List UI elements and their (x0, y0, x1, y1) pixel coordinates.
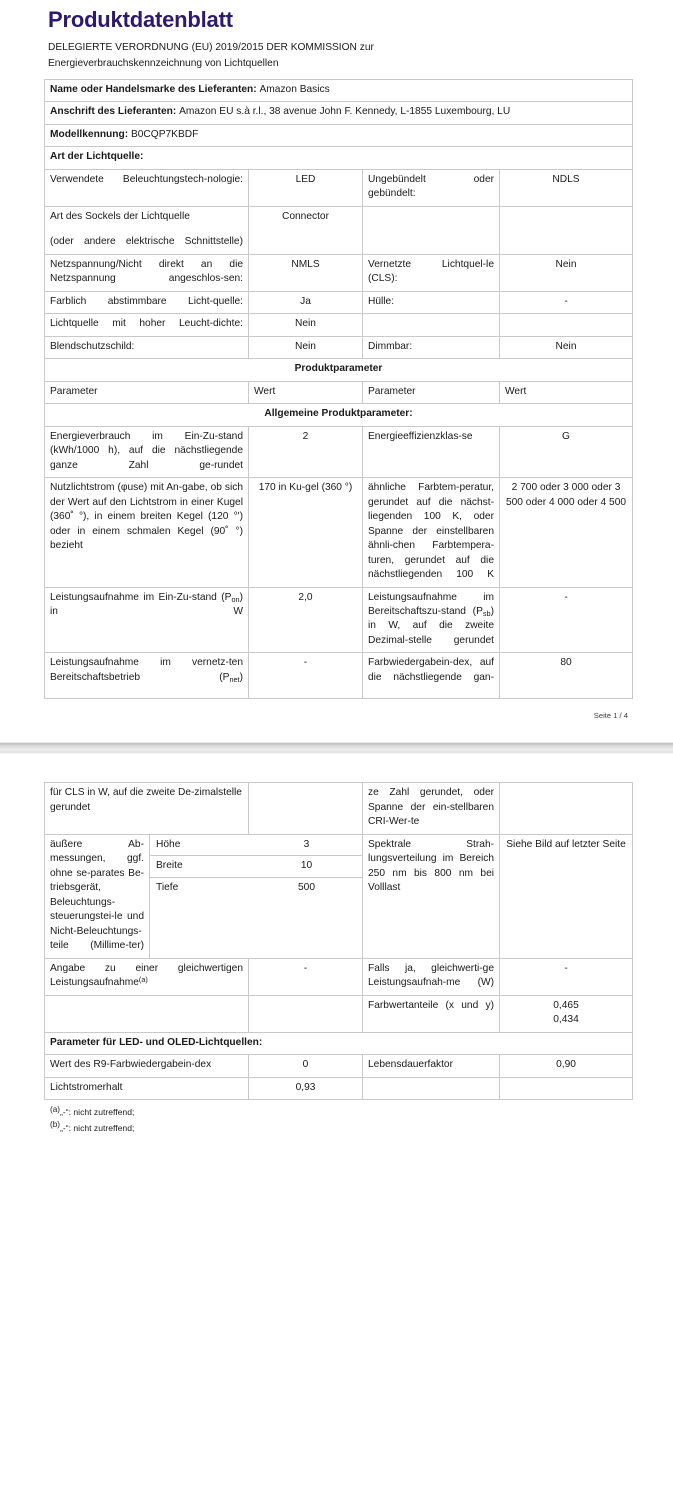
section-header-general-parameters: Allgemeine Produktparameter: (45, 404, 633, 426)
row-value: Ja (249, 291, 363, 313)
datasheet-table-page-2 (44, 782, 633, 1100)
table-row (45, 314, 633, 336)
row-label: Nutzlichtstrom (φuse) mit An-gabe, ob sich der Wert auf den Lichtstrom in einer Kugel (360˚ °), in einem breiten Kegel (120 °') oder in einem schmalen Kegel (90˚ °) bezieht (45, 478, 249, 587)
row-label-line-1: Art des Sockels der Lichtquelle (50, 210, 190, 222)
row-value-2: 80 (500, 653, 633, 699)
row-label-line-2: (oder andere elektrische Schnittstelle) (50, 236, 243, 248)
table-row (45, 995, 633, 1032)
chromaticity-y: 0,434 (553, 1014, 579, 1026)
row-label: Blendschutzschild: (45, 336, 249, 358)
column-header-parameter-2: Parameter (363, 381, 500, 403)
table-row-section-light-source-type (45, 147, 633, 169)
page-2 (0, 754, 673, 1135)
dimension-value: 3 (249, 835, 363, 856)
column-header-parameter-1: Parameter (45, 381, 249, 403)
row-value-2: - (500, 291, 633, 313)
document-subtitle (44, 40, 632, 79)
row-value-2: G (500, 426, 633, 477)
row-label (45, 958, 249, 995)
row-label: Verwendete Beleuchtungstech-nologie: (45, 169, 249, 206)
page-gap-spacer (0, 720, 673, 742)
supplier-address-label: Anschrift des Lieferanten: (50, 106, 177, 118)
row-value: NMLS (249, 254, 363, 291)
row-label: Leistungsaufnahme im vernetz-ten Bereitschaftsbetrieb $(P_{net})$ (45, 653, 249, 699)
page-2-top-margin (0, 754, 673, 782)
dimension-value: 500 (298, 881, 315, 893)
row-label-2 (363, 206, 500, 254)
row-value: 0,93 (249, 1077, 363, 1099)
row-label-2: Falls ja, gleichwerti-ge Leistungsaufnah-me (W) (363, 958, 500, 995)
table-row (45, 958, 633, 995)
table-row-column-headers (45, 381, 633, 403)
row-value: - (249, 958, 363, 995)
section-header-product-parameters: Produktparameter (45, 359, 633, 381)
row-value: LED (249, 169, 363, 206)
page-1 (0, 0, 673, 720)
row-value: Connector (249, 206, 363, 254)
table-row (45, 1077, 633, 1099)
footnote-a (50, 1105, 628, 1120)
footnote-b (50, 1121, 628, 1136)
row-label-2: Dimmbar: (363, 336, 500, 358)
supplier-address-cell (45, 102, 633, 124)
row-value-2: 2 700 oder 3 000 oder 3 500 oder 4 000 oder 4 500 (500, 478, 633, 587)
row-label: Netzspannung/Nicht direkt an die Netzspannung angeschlos-sen: (45, 254, 249, 291)
table-row (45, 587, 633, 653)
table-row (45, 426, 633, 477)
row-label: für CLS in W, auf die zweite De-zimalstelle gerundet (45, 783, 249, 834)
footnote-b-text: „-“: nicht zutreffend; (60, 1122, 135, 1133)
row-label-text: Angabe zu einer gleichwertigen Leistungsaufnahme (50, 962, 244, 989)
row-value-2: Siehe Bild auf letzter Seite (500, 834, 633, 958)
subtitle-line-1: DELEGIERTE VERORDNUNG (EU) 2019/2015 DER KOMMISSION zur (48, 42, 374, 54)
table-row (45, 291, 633, 313)
row-value: - (249, 653, 363, 699)
section-header-led-oled: Parameter für LED- und OLED-Lichtquellen: (45, 1032, 633, 1054)
table-row (45, 169, 633, 206)
section-header-light-source-type: Art der Lichtquelle: (45, 147, 633, 169)
row-label-2: Leistungsaufnahme im Bereitschaftszu-stand $(P_{sb})$ in W, auf die zweite Dezimal-stelle gerundet (363, 587, 500, 653)
supplier-name-value: Amazon Basics (259, 83, 330, 95)
list-item (150, 856, 363, 877)
table-row (45, 653, 633, 699)
subtitle-line-2: Energieverbrauchskennzeichnung von Lichtquellen (48, 58, 279, 70)
row-label (45, 206, 249, 254)
page-1-content (0, 0, 673, 720)
row-value-2: NDLS (500, 169, 633, 206)
footnote-b-mark: (b) (50, 1120, 61, 1130)
table-row-dimensions (45, 834, 633, 958)
row-value (249, 995, 363, 1032)
footnote-a-mark: (a) (50, 1104, 61, 1114)
model-label: Modellkennung: (50, 128, 129, 140)
footnote-ref-a: (a) (138, 974, 148, 984)
page-number-footer: Seite 1 / 4 (593, 711, 628, 721)
row-label-2: Ungebündelt oder gebündelt: (363, 169, 500, 206)
dimension-name: Tiefe (156, 881, 179, 893)
row-label: Farblich abstimmbare Licht-quelle: (45, 291, 249, 313)
table-row (45, 254, 633, 291)
row-value: 170 in Ku-gel (360 °) (249, 478, 363, 587)
row-value-2: Nein (500, 254, 633, 291)
row-value: Nein (249, 336, 363, 358)
dimension-name: Breite (150, 856, 249, 877)
supplier-address-value: Amazon EU s.à r.l., 38 avenue John F. Kennedy, L-1855 Luxembourg, LU (179, 106, 511, 118)
row-label: Leistungsaufnahme im Ein-Zu-stand $(P_{on})$ in W (45, 587, 249, 653)
row-value-2 (500, 314, 633, 336)
row-label-2: ze Zahl gerundet, oder Spanne der ein-stellbaren CRI-Wer-te (363, 783, 500, 834)
row-label-2: Farbwiedergabein-dex, auf die nächstliegende gan- (363, 653, 500, 699)
row-value-2: 0,90 (500, 1055, 633, 1077)
row-label-2: Vernetzte Lichtquel-le (CLS): (363, 254, 500, 291)
table-row-section-product-parameters (45, 359, 633, 381)
row-label-2: Hülle: (363, 291, 500, 313)
table-row-supplier-name (45, 79, 633, 101)
row-label-2: Lebensdauerfaktor (363, 1055, 500, 1077)
table-row (45, 336, 633, 358)
row-value: 0 (249, 1055, 363, 1077)
datasheet-table-page-1 (44, 79, 633, 700)
row-value-2: - (500, 958, 633, 995)
dimensions-subtable-cell (150, 834, 363, 958)
table-row (45, 206, 633, 254)
row-label: Wert des R9-Farbwiedergabein-dex (45, 1055, 249, 1077)
row-label (45, 995, 249, 1032)
table-row-section-led-oled (45, 1032, 633, 1054)
model-value: B0CQP7KBDF (130, 128, 199, 140)
row-label-2: Farbwertanteile (x und y) (363, 995, 500, 1032)
dimensions-label: äußere Ab-messungen, ggf. ohne se-parates Be-triebsgerät, Beleuchtungs-steuerungstei-le und Nicht-Beleuchtungs-teile (Millime-ter) (45, 834, 150, 958)
row-value: 2 (249, 426, 363, 477)
page-title: Produktdatenblatt (48, 7, 233, 32)
row-value-2 (500, 995, 633, 1032)
table-row (45, 478, 633, 587)
footnote-a-text: „-“: nicht zutreffend; (60, 1107, 135, 1118)
row-value-2 (500, 206, 633, 254)
table-row-model (45, 124, 633, 146)
chromaticity-x: 0,465 (553, 999, 579, 1011)
supplier-name-label: Name oder Handelsmarke des Lieferanten: (50, 83, 257, 95)
supplier-name-cell (45, 79, 633, 101)
row-label: Lichtstromerhalt (45, 1077, 249, 1099)
model-cell (45, 124, 633, 146)
row-value: Nein (249, 314, 363, 336)
dimensions-subtable (150, 835, 363, 898)
row-value-2: Nein (500, 336, 633, 358)
table-row-supplier-address (45, 102, 633, 124)
row-value (249, 783, 363, 834)
table-row-section-general-parameters (45, 404, 633, 426)
row-label-2 (363, 1077, 500, 1099)
row-label-2: ähnliche Farbtem-peratur, gerundet auf die nächst-liegenden 100 K, oder Spanne der einstellbaren ähnli-chen Farbtempera-turen, gerundet auf die nächstliegenden 100 K (363, 478, 500, 587)
row-label: Lichtquelle mit hoher Leucht-dichte: (45, 314, 249, 336)
list-item (150, 877, 363, 898)
row-value-2: - (500, 587, 633, 653)
table-row (45, 1055, 633, 1077)
row-value-2 (500, 1077, 633, 1099)
column-header-wert-1: Wert (249, 381, 363, 403)
row-label-2: Energieeffizienzklas-se (363, 426, 500, 477)
row-value-2 (500, 783, 633, 834)
row-label-2 (363, 314, 500, 336)
row-value: 2,0 (249, 587, 363, 653)
page-2-content (0, 782, 673, 1135)
table-row (45, 783, 633, 834)
page-separator (0, 742, 673, 754)
column-header-wert-2: Wert (500, 381, 633, 403)
dimension-name: Höhe (150, 835, 249, 856)
list-item (150, 835, 363, 856)
row-label-2: Spektrale Strah-lungsverteilung im Bereich 250 nm bis 800 nm bei Volllast (363, 834, 500, 958)
dimension-value: 10 (249, 856, 363, 877)
footnotes-block (44, 1100, 632, 1136)
row-label: Energieverbrauch im Ein-Zu-stand (kWh/1000 h), auf die nächstliegende ganze Zahl ge-rundet (45, 426, 249, 477)
